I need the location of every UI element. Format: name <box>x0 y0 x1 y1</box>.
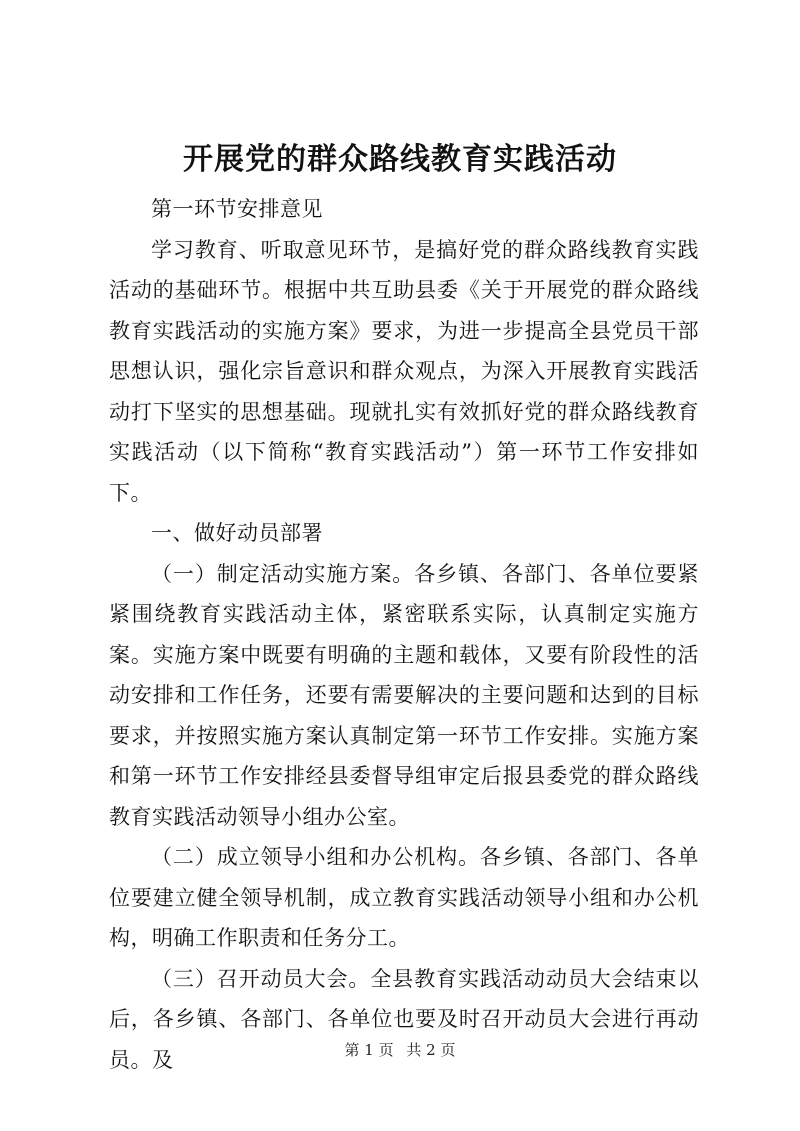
section-heading: 第一环节安排意见 <box>151 197 323 221</box>
body-paragraph: （三）召开动员大会。全县教育实践活动动员大会结束以后，各乡镇、各部门、各单位也要及时召开动员大会进行再动员。及 <box>109 966 699 1072</box>
section-heading: 一、做好动员部署 <box>151 521 323 545</box>
body-paragraph: （二）成立领导小组和办公机构。各乡镇、各部门、各单位要建立健全领导机制，成立教育实践活动领导小组和办公机构，明确工作职责和任务分工。 <box>109 845 699 950</box>
body-paragraph: （一）制定活动实施方案。各乡镇、各部门、各单位要紧紧围绕教育实践活动主体，紧密联系实际，认真制定实施方案。实施方案中既要有明确的主题和载体，又要有阶段性的活动安排和工作任务，还要有需要解决的主要问题和达到的目标要求，并按照实施方案认真制定第一环节工作安排。实施方案和第一环节工作安排经县委督导组审定后报县委党的群众路线教育实践活动领导小组办公室。 <box>109 561 699 829</box>
page-total: 共 2 页 <box>406 1041 456 1059</box>
document-body <box>109 189 699 1080</box>
page-footer <box>0 1040 800 1060</box>
document-title: 开展党的群众路线教育实践活动 <box>183 142 617 177</box>
body-paragraph: 学习教育、听取意见环节，是搞好党的群众路线教育实践活动的基础环节。根据中共互助县委《关于开展党的群众路线教育实践活动的实施方案》要求，为进一步提高全县党员干部思想认识，强化宗旨意识和群众观点，为深入开展教育实践活动打下坚实的思想基础。现就扎实有效抓好党的群众路线教育实践活动（以下简称“教育实践活动”）第一环节工作安排如下。 <box>109 237 699 505</box>
page-number: 第 1 页 <box>344 1041 394 1059</box>
